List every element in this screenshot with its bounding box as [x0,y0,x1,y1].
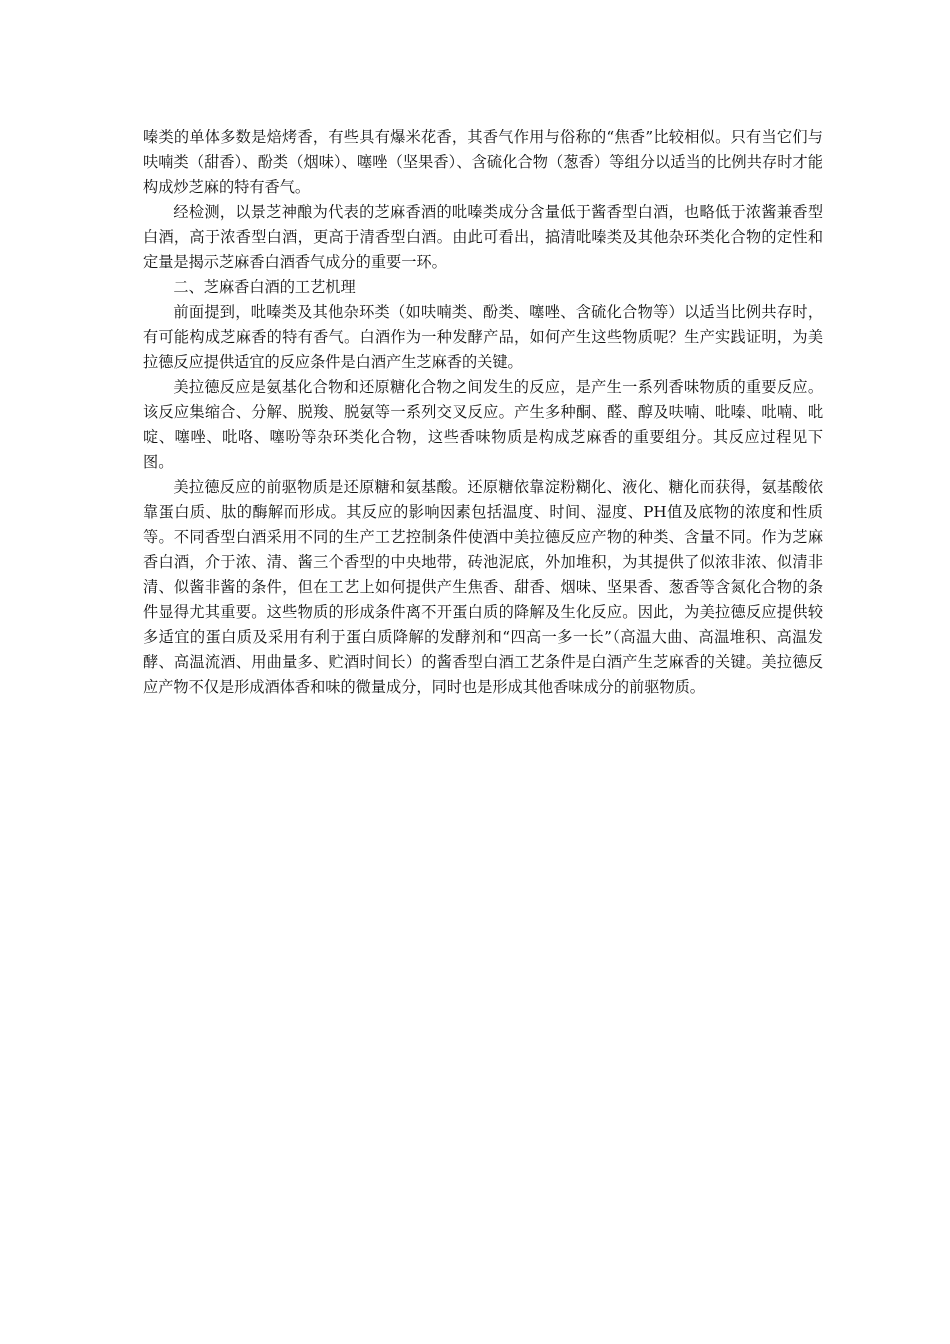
section-heading: 二、芝麻香白酒的工艺机理 [173,278,356,296]
paragraph-3: 前面提到，吡嗪类及其他杂环类（如呋喃类、酚类、噻唑、含硫化合物等）以适当比例共存时，有可能构成芝麻香的特有香气。白酒作为一种发酵产品，如何产生这些物质呢？生产实践证明，为美拉德反应提供适宜的反应条件是白酒产生芝麻香的关键。 [143,303,823,371]
paragraph-2: 经检测，以景芝神酿为代表的芝麻香酒的吡嗪类成分含量低于酱香型白酒，也略低于浓酱兼香型白酒，高于浓香型白酒，更高于清香型白酒。由此可看出，搞清吡嗪类及其他杂环类化合物的定性和定量是揭示芝麻香白酒香气成分的重要一环。 [143,203,823,271]
paragraph-5: 美拉德反应的前驱物质是还原糖和氨基酸。还原糖依靠淀粉糊化、液化、糖化而获得，氨基酸依靠蛋白质、肽的酶解而形成。其反应的影响因素包括温度、时间、湿度、PH值及底物的浓度和性质等。不同香型白酒采用不同的生产工艺控制条件使酒中美拉德反应产物的种类、含量不同。作为芝麻香白酒，介于浓、清、酱三个香型的中央地带，砖池泥底，外加堆积，为其提供了似浓非浓、似清非清、似酱非酱的条件，但在工艺上如何提供产生焦香、甜香、烟味、坚果香、葱香等含氮化合物的条件显得尤其重要。这些物质的形成条件离不开蛋白质的降解及生化反应。因此，为美拉德反应提供较多适宜的蛋白质及采用有利于蛋白质降解的发酵剂和“四高一多一长”（高温大曲、高温堆积、高温发酵、高温流酒、用曲量多、贮酒时间长）的酱香型白酒工艺条件是白酒产生芝麻香的关键。美拉德反应产物不仅是形成酒体香和味的微量成分，同时也是形成其他香味成分的前驱物质。 [143,478,823,696]
paragraph-4: 美拉德反应是氨基化合物和还原糖化合物之间发生的反应，是产生一系列香味物质的重要反应。该反应集缩合、分解、脱羧、脱氨等一系列交叉反应。产生多种酮、醛、醇及呋喃、吡嗪、吡喃、吡啶、噻唑、吡咯、噻吩等杂环类化合物，这些香味物质是构成芝麻香的重要组分。其反应过程见下图。 [143,378,823,471]
document-body [143,125,823,700]
paragraph-1: 嗪类的单体多数是焙烤香，有些具有爆米花香，其香气作用与俗称的“焦香”比较相似。只有当它们与呋喃类（甜香）、酚类（烟味）、噻唑（坚果香）、含硫化合物（葱香）等组分以适当的比例共存时才能构成炒芝麻的特有香气。 [143,128,823,196]
